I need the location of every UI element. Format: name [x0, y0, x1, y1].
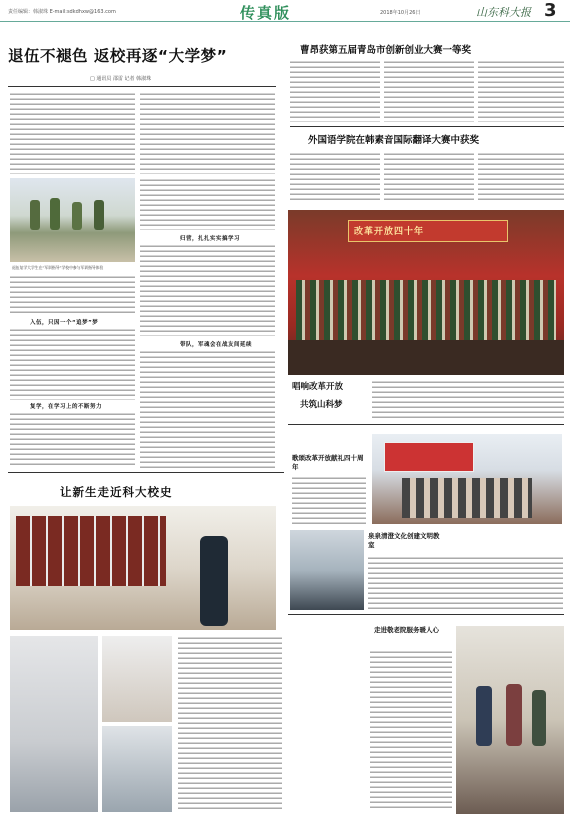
side2-text	[368, 556, 563, 610]
side3-text	[370, 650, 452, 810]
side1-headline: 歌颂改革开放献礼四十周年	[292, 454, 364, 471]
article4-text	[372, 380, 564, 418]
divider	[288, 424, 564, 425]
article5-headline: 让新生走近科大校史	[60, 485, 173, 499]
article5-photo-4	[102, 726, 172, 812]
article5-photo-3	[102, 636, 172, 722]
lead-text-column-1d	[10, 412, 135, 468]
newspaper-logo: 山东科大报	[476, 6, 531, 19]
lead-text-column-2	[140, 92, 275, 174]
page-header	[0, 0, 570, 22]
issue-date: 2018年10月26日	[380, 10, 421, 16]
lead-subheading-4: 带队，军魂会在战友间延续	[180, 342, 253, 348]
article4-headline-1: 唱响改革开放	[292, 382, 344, 392]
lead-headline: 退伍不褪色 返校再逐“大学梦”	[8, 47, 228, 65]
lead-text-column-2c	[140, 244, 275, 336]
side1-photo	[372, 434, 562, 524]
lead-subheading-3: 归营，扎扎实实搞学习	[180, 236, 241, 242]
lead-subheading-1: 入伍，只因一个“追梦”梦	[30, 320, 99, 326]
editor-info: 责任编辑：韩淑珠 E-mail:sdkdhxw@163.com	[8, 9, 116, 15]
article2-text-1	[290, 60, 380, 122]
lead-text-column-2b	[140, 178, 275, 230]
article5-photo-2	[10, 636, 98, 812]
article5-text	[178, 636, 282, 812]
divider	[288, 614, 564, 615]
side2-headline: 泉泉清澄文化创建文明教室	[368, 532, 440, 549]
side3-headline: 走进敬老院服务暖人心	[374, 626, 439, 634]
article2-text-2	[384, 60, 474, 122]
lead-photo	[10, 178, 135, 262]
stage-banner-text: 改革开放四十年	[354, 227, 425, 237]
lead-byline: □ 通讯员 邵雷 记者 韩淑珠	[90, 76, 152, 82]
page-number: 3	[544, 0, 557, 21]
divider	[290, 126, 564, 127]
article2-text-3	[478, 60, 564, 122]
article5-photo-1	[10, 506, 276, 630]
article4-stage-photo	[288, 210, 564, 375]
section-title: 传真版	[240, 4, 292, 22]
lead-text-column-1b	[10, 275, 135, 315]
article3-text-1	[290, 152, 380, 202]
divider	[8, 86, 276, 87]
article2-headline: 曹昂获第五届青岛市创新创业大赛一等奖	[300, 45, 472, 56]
article3-headline: 外国语学院在韩素音国际翻译大赛中获奖	[308, 135, 480, 146]
lead-subheading-2: 复学，在学习上的不断努力	[30, 404, 103, 410]
article3-text-2	[384, 152, 474, 202]
side3-photo	[456, 626, 564, 814]
divider	[8, 472, 284, 473]
side2-photo	[290, 530, 364, 610]
lead-text-column-1c	[10, 328, 135, 400]
lead-text-column-2d	[140, 350, 275, 468]
lead-text-column-1	[10, 92, 135, 174]
article3-text-3	[478, 152, 564, 202]
side1-text	[292, 476, 366, 524]
lead-photo-caption: 退伍复学大学生在“军训指导”学校中参与军训指导体验	[12, 265, 104, 270]
article4-headline-2: 共筑山科梦	[300, 400, 343, 410]
